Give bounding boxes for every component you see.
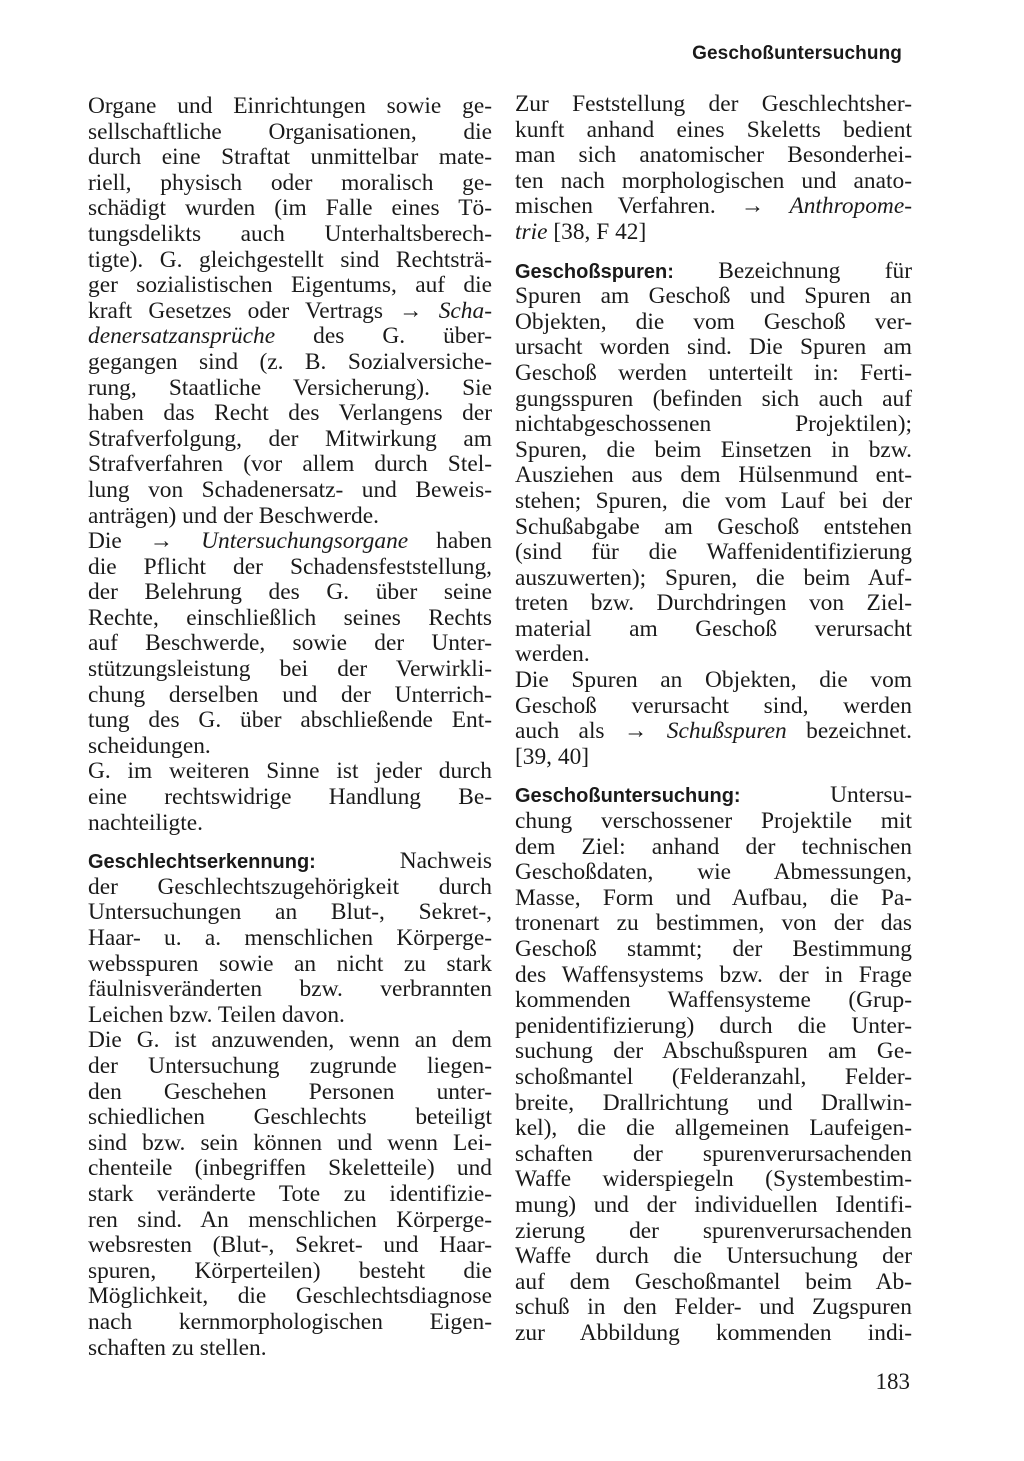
text-line: [515, 259, 912, 285]
text-line: [88, 324, 492, 350]
cross-reference-link[interactable]: Untersuchungsorgane: [201, 528, 409, 555]
right-column: [515, 92, 912, 1347]
text-line: zur Abbildung kommenden indi-: [515, 1319, 912, 1346]
text-line: Masse, Form und Aufbau, die Pa-: [515, 884, 912, 911]
text-line: die Pflicht der Schadensfeststellung,: [88, 553, 492, 580]
text-line: auf Beschwerde, sowie der Unter-: [88, 630, 492, 657]
text-span: bezeichnet.: [806, 718, 912, 745]
text-line: chenteile (inbegriffen Skeletteile) und: [88, 1155, 492, 1182]
text-line: nach kernmorphologischen Eigen-: [88, 1308, 492, 1335]
text-line: kunft anhand eines Skeletts bedient: [515, 116, 912, 143]
text-line: stützungsleistung bei der Verwirkli-: [88, 656, 492, 683]
text-line: gegangen sind (z. B. Sozialversiche-: [88, 348, 492, 375]
text-line: gungsspuren (befinden sich auch auf: [515, 385, 912, 412]
text-line: Geschoß verursacht sind, werden: [515, 692, 912, 719]
text-line: tung des G. über abschließende Ent-: [88, 707, 492, 734]
text-line: rung, Staatliche Versicherung). Sie: [88, 374, 492, 401]
text-line: Zur Feststellung der Geschlechtsher-: [515, 91, 912, 117]
page-number: 183: [875, 1369, 910, 1394]
arrow-icon: →: [740, 193, 765, 220]
text-line: schoßmantel (Felderanzahl, Felder-: [515, 1063, 912, 1090]
text-line: chung verschossener Projektile mit: [515, 808, 912, 835]
text-line: haben das Recht des Verlangens der: [88, 400, 492, 427]
text-span: auch als: [515, 718, 605, 745]
text-line: Möglichkeit, die Geschlechtsdiagnose: [88, 1283, 492, 1310]
text-line: ursacht worden sind. Die Spuren am: [515, 334, 912, 361]
text-line: den Geschehen Personen unter-: [88, 1078, 492, 1105]
text-line: der Belehrung des G. über seine: [88, 579, 492, 606]
text-line: Schußabgabe am Geschoß entstehen: [515, 513, 912, 540]
text-line: durch eine Straftat unmittelbar mate-: [88, 144, 492, 171]
text-span: Untersu-: [830, 782, 912, 809]
text-line: fäulnisveränderten bzw. verbrannten: [88, 976, 492, 1003]
text-line: [515, 783, 912, 809]
running-head: Geschoßuntersuchung: [692, 43, 902, 64]
text-line: Spuren, die beim Einsetzen in bzw.: [515, 436, 912, 463]
text-line: schaften zu stellen.: [88, 1334, 267, 1361]
cross-reference-link[interactable]: Schußspuren: [666, 718, 787, 745]
cross-reference-link[interactable]: Scha-: [438, 297, 492, 324]
text-line: ger sozialistischen Eigentums, auf die: [88, 272, 492, 299]
text-line: Leichen bzw. Teilen davon.: [88, 1001, 345, 1028]
text-line: penidentifizierung) durch die Unter-: [515, 1012, 912, 1039]
reference-number: [39, 40]: [515, 743, 590, 770]
text-line: des Waffensystems bzw. der in Frage: [515, 961, 912, 988]
text-span: Die: [88, 528, 122, 555]
text-line: Waffe durch die Untersuchung der: [515, 1243, 912, 1270]
left-column: [88, 94, 492, 1361]
text-span: Bezeichnung für: [718, 257, 912, 284]
text-line: mung) und der individuellen Identifi-: [515, 1191, 912, 1218]
cross-reference-link[interactable]: Anthropome-: [789, 193, 912, 220]
arrow-icon: →: [399, 297, 423, 324]
text-line: lung von Schadenersatz- und Beweis-: [88, 476, 492, 503]
text-line: Spuren am Geschoß und Spuren an: [515, 283, 912, 310]
arrow-icon: →: [149, 528, 174, 555]
text-line: anträgen) und der Beschwerde.: [88, 502, 379, 529]
text-line: schädigt wurden (im Falle eines Tö-: [88, 195, 492, 222]
text-line: Die Spuren an Objekten, die vom: [515, 667, 912, 694]
text-line: [88, 849, 492, 875]
text-line: chung derselben und der Unterrich-: [88, 681, 492, 708]
text-line: nachteiligte.: [88, 809, 203, 836]
text-line: stehen; Spuren, die vom Lauf bei der: [515, 487, 912, 514]
text-line: sellschaftliche Organisationen, die: [88, 118, 492, 145]
text-line: websresten (Blut-, Sekret- und Haar-: [88, 1232, 492, 1259]
text-line: eine rechtswidrige Handlung Be-: [88, 784, 492, 811]
text-span: kraft Gesetzes oder Vertrags: [88, 297, 383, 324]
text-line: breite, Drallrichtung und Drallwin-: [515, 1089, 912, 1116]
text-line: kel), die die allgemeinen Laufeigen-: [515, 1115, 912, 1142]
text-span: haben: [436, 528, 492, 555]
text-line: websspuren sowie an nicht zu stark: [88, 950, 492, 977]
text-line: G. im weiteren Sinne ist jeder durch: [88, 758, 492, 785]
text-line: Objekten, die vom Geschoß ver-: [515, 308, 912, 335]
text-line: Strafverfolgung, der Mitwirkung am: [88, 425, 492, 452]
text-line: Geschoßdaten, wie Abmessungen,: [515, 859, 912, 886]
text-line: der Geschlechtszugehörigkeit durch: [88, 873, 492, 900]
text-line: tigte). G. gleichgestellt sind Rechtsträ-: [88, 246, 492, 273]
reference-number: [38, F 42]: [553, 218, 647, 245]
text-line: schaften der spurenverursachenden: [515, 1140, 912, 1167]
cross-reference-link[interactable]: denersatzansprüche: [88, 323, 276, 350]
text-line: scheidungen.: [88, 732, 211, 759]
arrow-icon: →: [623, 718, 648, 745]
entry-term: Geschoßuntersuchung:: [515, 785, 741, 808]
text-line: auf dem Geschoßmantel beim Ab-: [515, 1268, 912, 1295]
text-line: [88, 529, 492, 555]
text-line: Die G. ist anzuwenden, wenn an dem: [88, 1027, 492, 1054]
text-line: [515, 220, 912, 246]
text-line: werden.: [515, 641, 590, 668]
text-line: Geschoß stammt; der Bestimmung: [515, 936, 912, 962]
text-line: ten nach morphologischen und anato-: [515, 167, 912, 194]
text-line: [515, 719, 912, 745]
text-line: Organe und Einrichtungen sowie ge-: [88, 93, 492, 119]
text-line: spuren, Körperteilen) besteht die: [88, 1257, 492, 1284]
text-line: Rechte, einschließlich seines Rechts: [88, 604, 492, 631]
text-line: sind bzw. sein können und wenn Lei-: [88, 1129, 492, 1156]
text-line: der Untersuchung zugrunde liegen-: [88, 1052, 492, 1079]
text-line: suchung der Abschußspuren am Ge-: [515, 1038, 912, 1065]
text-span: Nachweis: [399, 848, 492, 875]
text-line: riell, physisch oder moralisch ge-: [88, 169, 492, 196]
entry-term: Geschlechtserkennung:: [88, 851, 316, 874]
text-line: ren sind. An menschlichen Körperge-: [88, 1206, 492, 1233]
text-line: Waffe widerspiegeln (Systembestim-: [515, 1166, 912, 1193]
text-line: Strafverfahren (vor allem durch Stel-: [88, 451, 492, 478]
text-line: material am Geschoß verursacht: [515, 615, 912, 642]
text-line: tungsdelikts auch Unterhaltsberech-: [88, 220, 492, 247]
text-line: treten bzw. Durchdringen von Ziel-: [515, 590, 912, 617]
text-line: (sind für die Waffenidentifizierung: [515, 539, 912, 566]
text-line: stark veränderte Tote zu identifizie-: [88, 1180, 492, 1207]
text-span: des G. über-: [313, 323, 492, 350]
text-span: mischen Verfahren.: [515, 193, 716, 220]
text-line: auszuwerten); Spuren, die beim Auf-: [515, 564, 912, 591]
text-line: schuß in den Felder- und Zugspuren: [515, 1294, 912, 1321]
text-line: kommenden Waffensysteme (Grup-: [515, 987, 912, 1014]
text-line: man sich anatomischer Besonderhei-: [515, 142, 912, 169]
text-line: Geschoß werden unterteilt in: Ferti-: [515, 359, 912, 386]
text-line: nichtabgeschossenen Projektilen);: [515, 411, 912, 438]
text-line: Haar- u. a. menschlichen Körperge-: [88, 925, 492, 951]
text-line: Ausziehen aus dem Hülsenmund ent-: [515, 462, 912, 489]
text-line: tronenart zu bestimmen, von der das: [515, 910, 912, 937]
text-line: dem Ziel: anhand der technischen: [515, 833, 912, 860]
text-line: [88, 299, 492, 325]
text-line: zierung der spurenverursachenden: [515, 1217, 912, 1244]
text-line: Untersuchungen an Blut-, Sekret-,: [88, 899, 492, 926]
entry-term: Geschoßspuren:: [515, 260, 674, 283]
text-line: schiedlichen Geschlechts beteiligt: [88, 1104, 492, 1131]
text-line: [515, 194, 912, 220]
cross-reference-link[interactable]: trie: [515, 218, 548, 245]
